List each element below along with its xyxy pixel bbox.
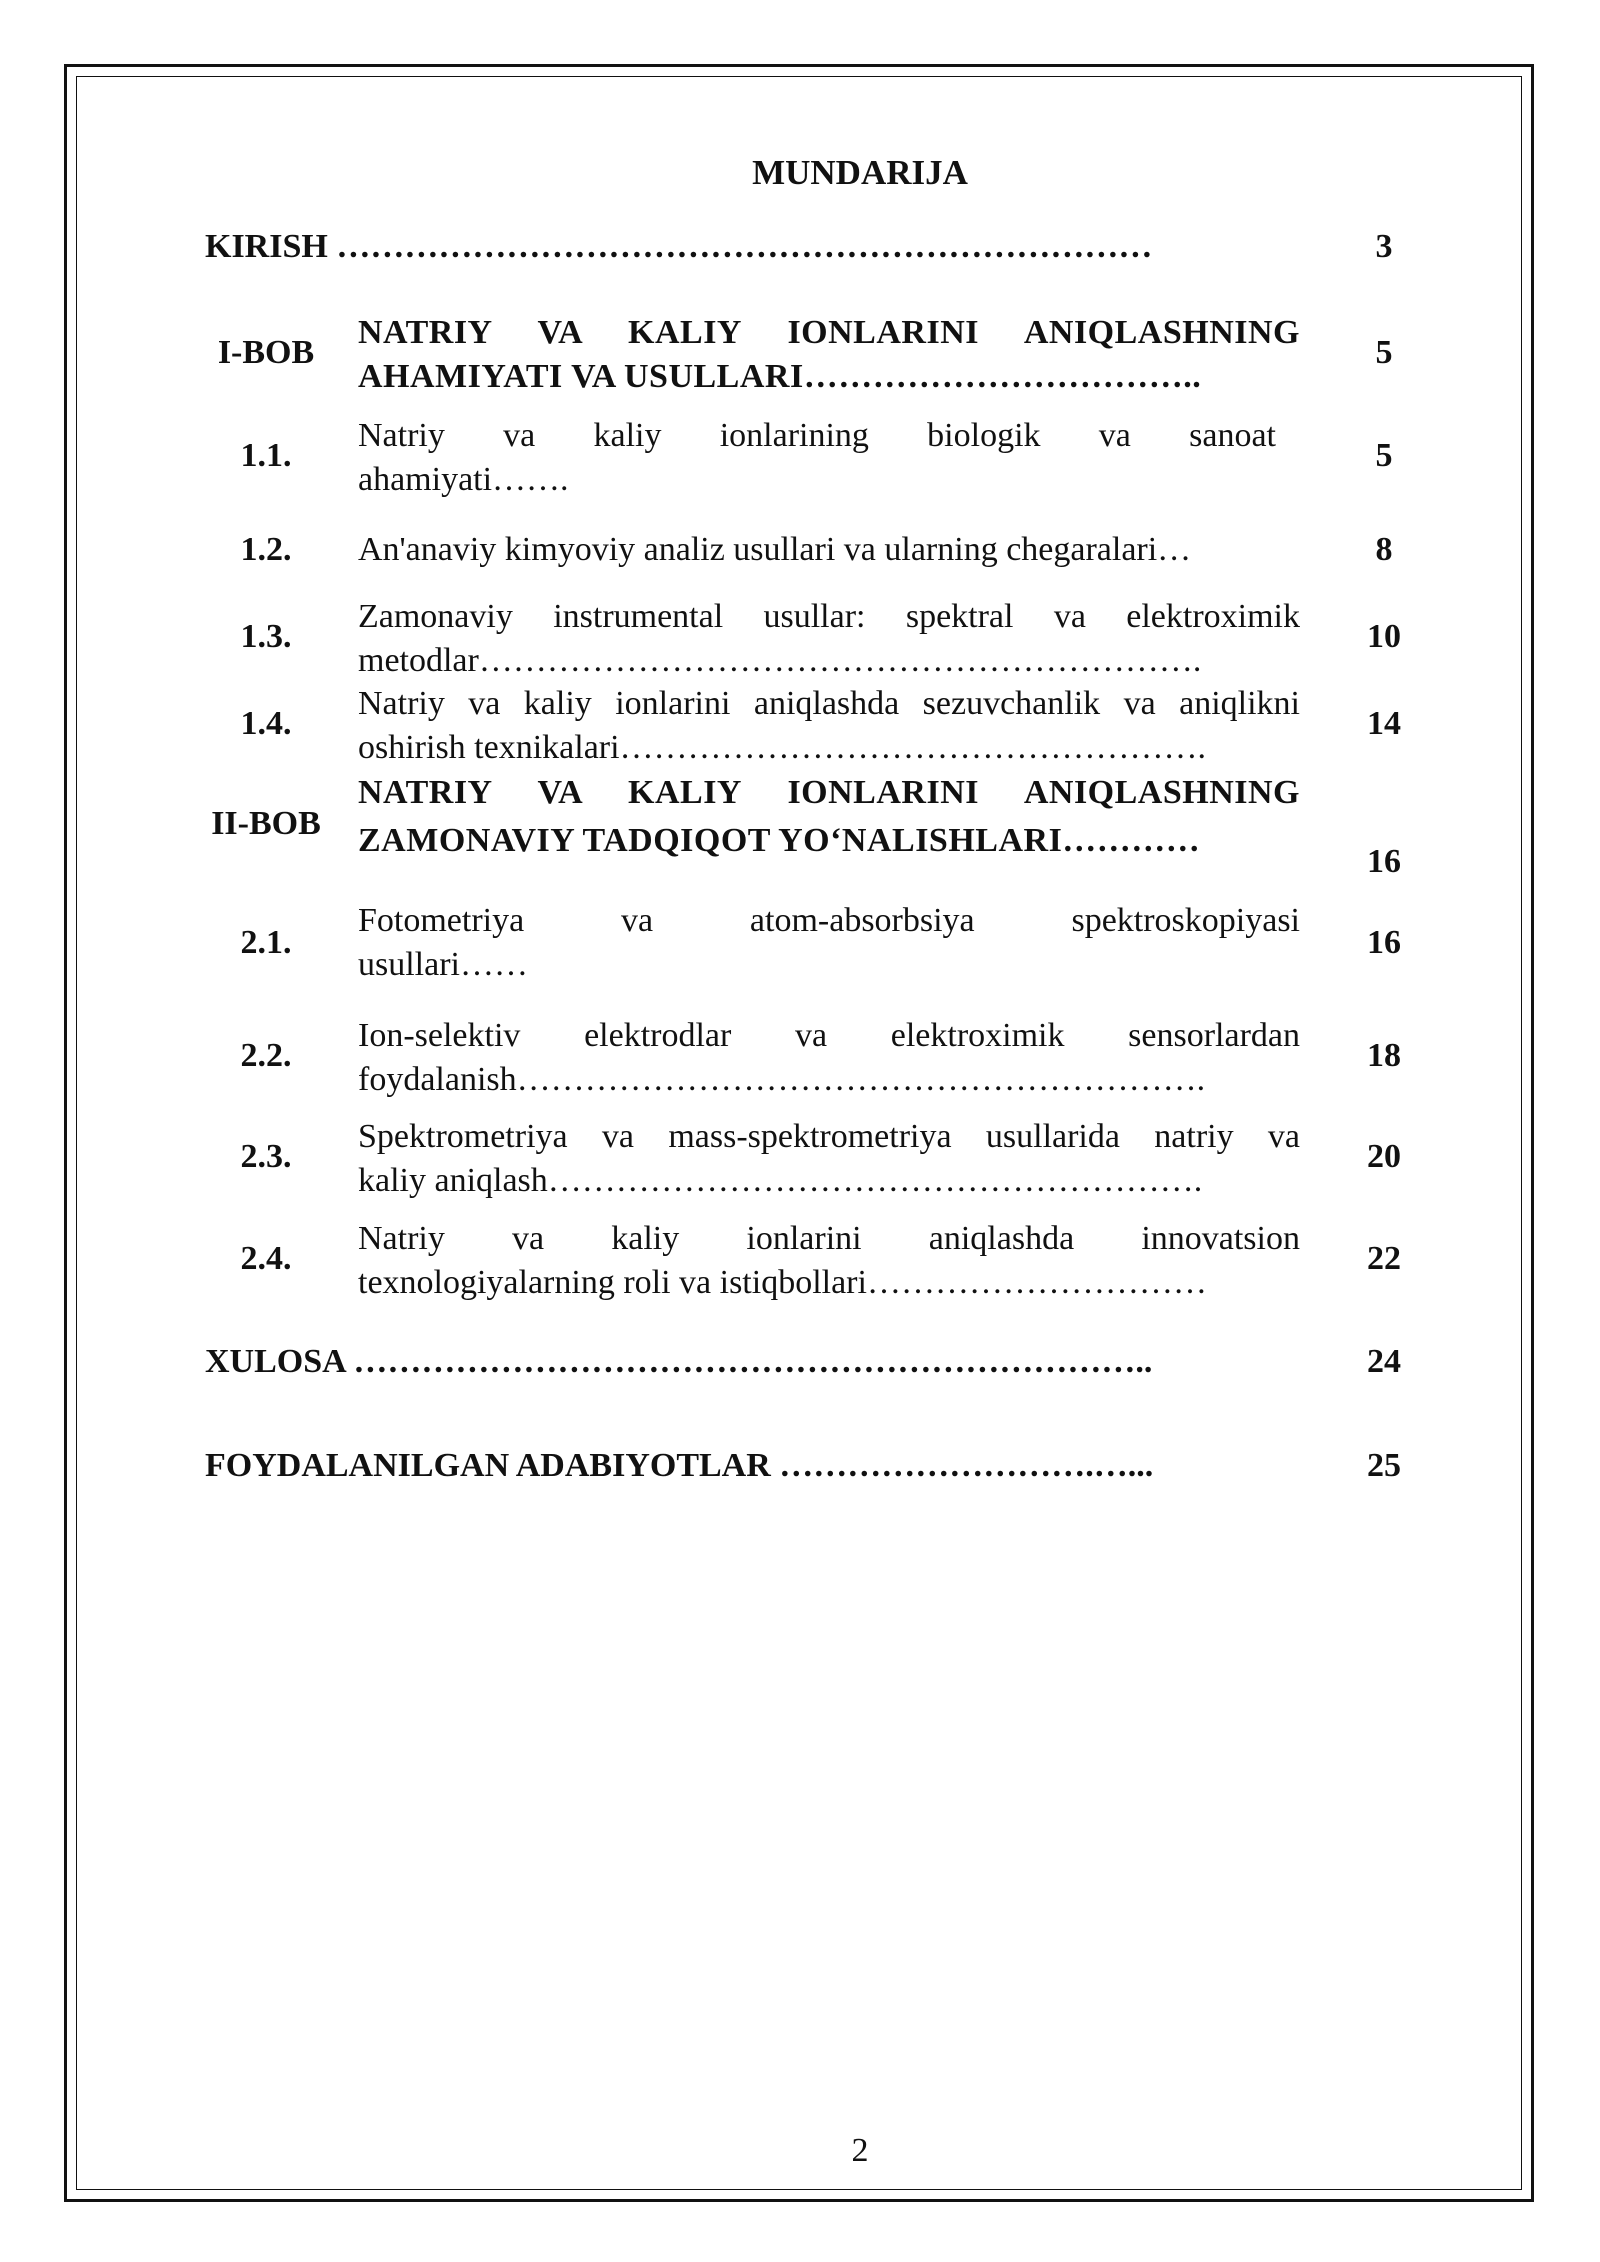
- toc-section-title-1-4[interactable]: [358, 682, 1300, 770]
- toc-section-title-1-3-line2: metodlar……………………………………………………….: [358, 642, 1202, 679]
- toc-section-title-2-3-line1: Spektrometriya va mass-spektrometriya usullarida natriy va: [358, 1118, 1300, 1155]
- toc-page-1-4: 14: [1367, 705, 1401, 742]
- page-number: 2: [851, 2132, 869, 2169]
- toc-section-title-2-2-line2: foydalanish…………………………………………………….: [358, 1061, 1206, 1098]
- toc-entry-kirish[interactable]: KIRISH ………………………………………………………………: [205, 228, 1153, 265]
- toc-section-title-1-1[interactable]: [358, 414, 1276, 502]
- toc-section-label-1-4: 1.4.: [240, 705, 292, 742]
- toc-section-title-2-1-line2: usullari……: [358, 946, 528, 983]
- toc-page-2-2: 18: [1367, 1037, 1401, 1074]
- toc-section-label-1-2: 1.2.: [240, 531, 292, 568]
- toc-section-title-1-1-line1: Natriy va kaliy ionlarining biologik va sanoat: [358, 417, 1276, 454]
- toc-section-label-1-3: 1.3.: [240, 618, 292, 655]
- toc-page-1-3: 10: [1367, 618, 1401, 655]
- toc-entry-xulosa[interactable]: XULOSA ……………………………………………………………..: [205, 1343, 1153, 1380]
- toc-section-title-2-4-line1: Natriy va kaliy ionlarini aniqlashda innovatsion: [358, 1220, 1300, 1257]
- toc-page-adabiyotlar: 25: [1367, 1447, 1401, 1484]
- toc-chapter-label-1: I-BOB: [217, 334, 315, 371]
- toc-section-title-2-4-line2: texnologiyalarning roli va istiqbollari…………………………: [358, 1264, 1207, 1301]
- toc-page-chapter-1: 5: [1375, 334, 1393, 371]
- toc-page-2-4: 22: [1367, 1240, 1401, 1277]
- toc-chapter-label-2: II-BOB: [211, 805, 321, 842]
- toc-page-chapter-2: 16: [1367, 843, 1401, 880]
- toc-page-2-3: 20: [1367, 1138, 1401, 1175]
- toc-section-title-1-4-line1: Natriy va kaliy ionlarini aniqlashda sezuvchanlik va aniqlikni: [358, 685, 1300, 722]
- toc-chapter-title-1-line2: AHAMIYATI VA USULLARI……………………………..: [358, 358, 1202, 395]
- toc-section-label-1-1: 1.1.: [240, 437, 292, 474]
- toc-section-label-2-2: 2.2.: [240, 1037, 292, 1074]
- toc-section-label-2-3: 2.3.: [240, 1138, 292, 1175]
- toc-page-kirish: 3: [1375, 228, 1393, 265]
- toc-section-label-2-1: 2.1.: [240, 924, 292, 961]
- toc-chapter-title-1-line1: NATRIY VA KALIY IONLARINI ANIQLASHNING: [358, 314, 1300, 351]
- toc-section-title-2-2-line1: Ion-selektiv elektrodlar va elektroximik sensorlardan: [358, 1017, 1300, 1054]
- toc-section-title-2-3-line2: kaliy aniqlash………………………………………………….: [358, 1162, 1203, 1199]
- toc-chapter-title-2[interactable]: [358, 769, 1300, 865]
- toc-section-title-2-4[interactable]: [358, 1217, 1300, 1305]
- toc-section-label-2-4: 2.4.: [240, 1240, 292, 1277]
- toc-section-title-2-1-line1: Fotometriya va atom-absorbsiya spektroskopiyasi: [358, 902, 1300, 939]
- toc-section-title-1-3[interactable]: [358, 595, 1300, 683]
- toc-section-title-1-2[interactable]: An'anaviy kimyoviy analiz usullari va ularning chegaralari…: [358, 531, 1192, 568]
- toc-section-title-1-1-line2: ahamiyati…….: [358, 461, 569, 498]
- toc-entry-adabiyotlar[interactable]: FOYDALANILGAN ADABIYOTLAR ……………………….…...: [205, 1447, 1154, 1484]
- toc-chapter-title-2-line2: ZAMONAVIY TADQIQOT YO‘NALISHLARI…………: [358, 822, 1201, 859]
- toc-page-1-2: 8: [1375, 531, 1393, 568]
- toc-title: MUNDARIJA: [752, 153, 968, 192]
- toc-chapter-title-1[interactable]: [358, 311, 1300, 399]
- toc-section-title-1-3-line1: Zamonaviy instrumental usullar: spektral va elektroximik: [358, 598, 1300, 635]
- toc-page-1-1: 5: [1375, 437, 1393, 474]
- toc-section-title-2-2[interactable]: [358, 1014, 1300, 1102]
- toc-chapter-title-2-line1: NATRIY VA KALIY IONLARINI ANIQLASHNING: [358, 774, 1300, 811]
- toc-section-title-2-1[interactable]: [358, 899, 1300, 987]
- toc-page-2-1: 16: [1367, 924, 1401, 961]
- toc-section-title-1-4-line2: oshirish texnikalari…………………………………………….: [358, 729, 1207, 766]
- toc-page-xulosa: 24: [1367, 1343, 1401, 1380]
- toc-section-title-2-3[interactable]: [358, 1115, 1300, 1203]
